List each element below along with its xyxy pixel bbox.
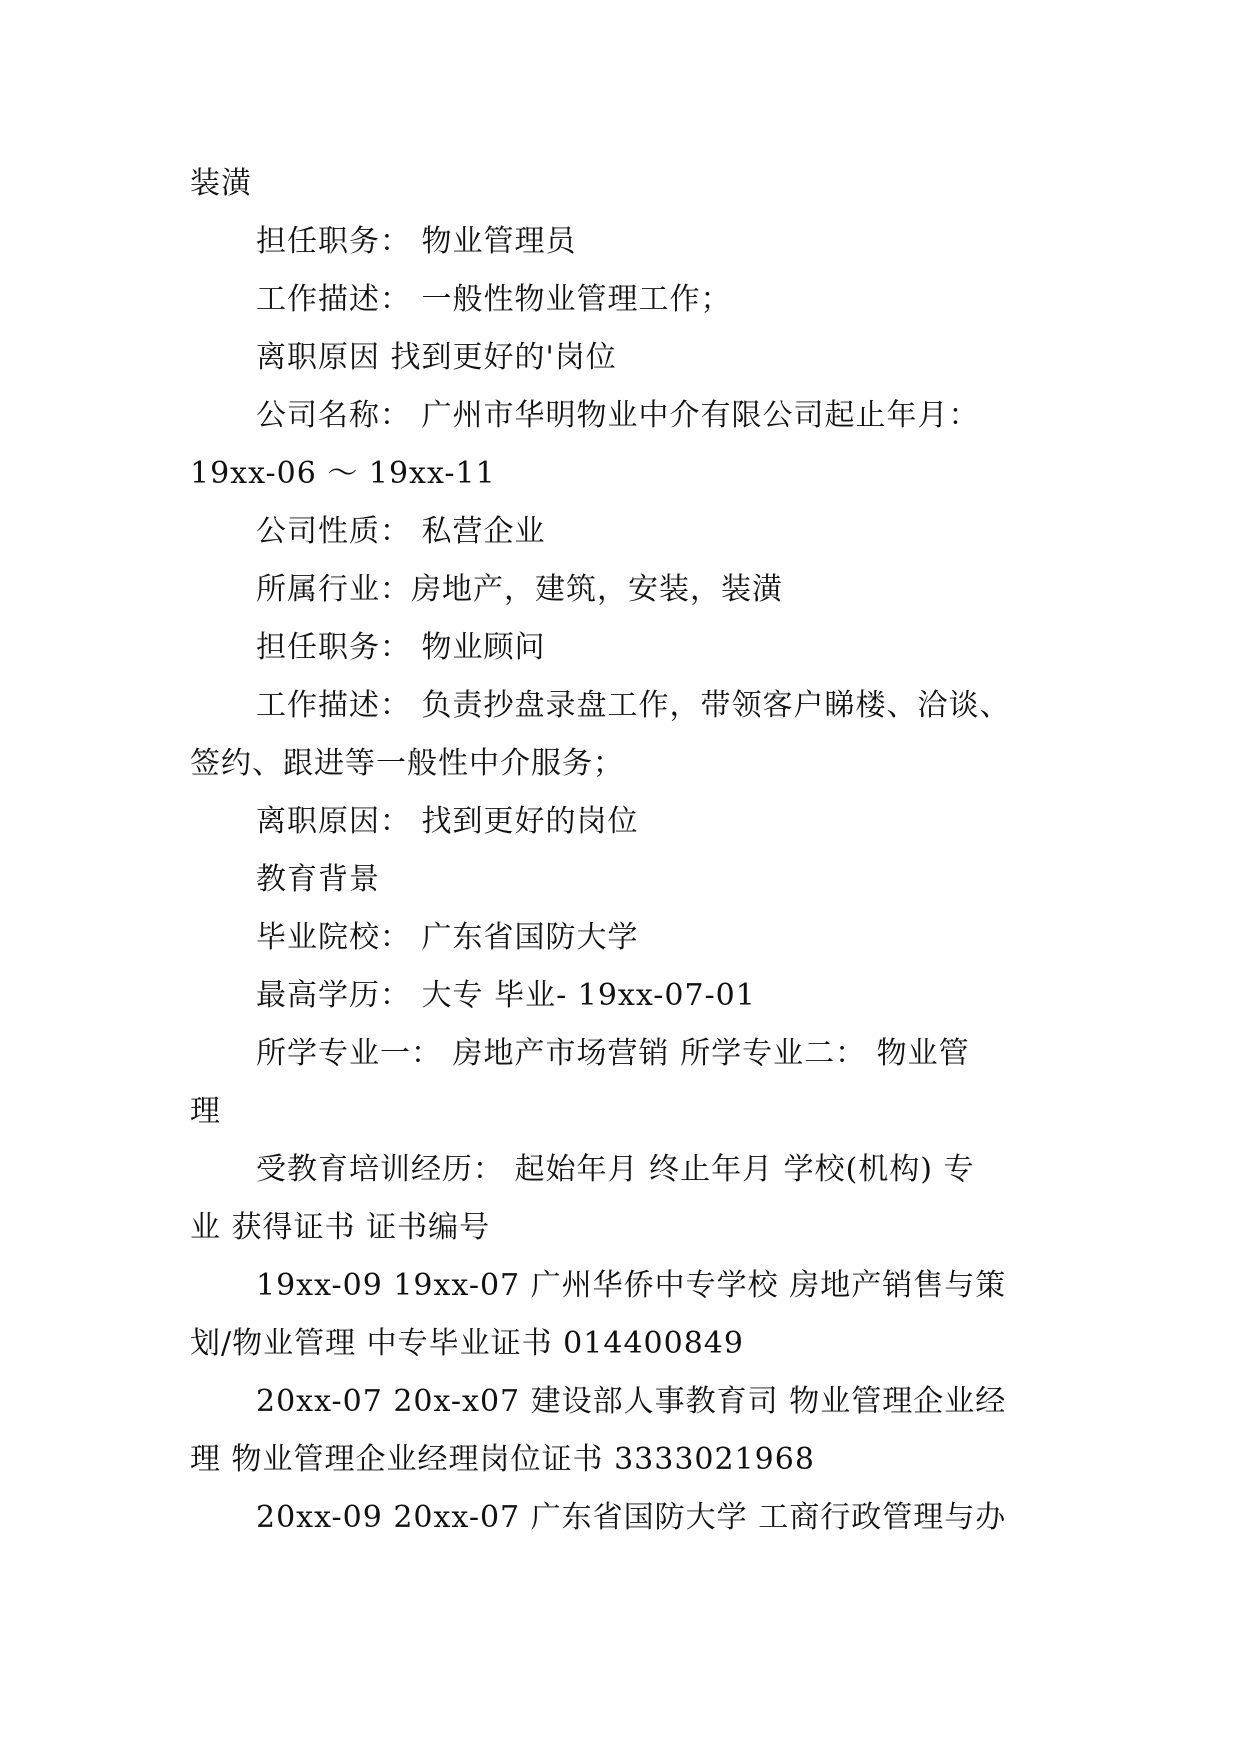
text-line: 工作描述： 一般性物业管理工作； <box>256 282 732 317</box>
text-line: 理 <box>190 1094 221 1129</box>
text-line: 19xx-09 19xx-07 广州华侨中专学校 房地产销售与策 <box>256 1268 1007 1303</box>
text-line: 装潢 <box>190 166 252 201</box>
text-line: 最高学历： 大专 毕业- 19xx-07-01 <box>256 978 756 1013</box>
text-line: 担任职务： 物业管理员 <box>256 224 577 259</box>
text-line: 工作描述： 负责抄盘录盘工作，带领客户睇楼、洽谈、 <box>256 688 1011 723</box>
text-line: 公司名称： 广州市华明物业中介有限公司起止年月： <box>256 398 980 433</box>
text-line: 毕业院校： 广东省国防大学 <box>256 920 639 955</box>
text-line: 业 获得证书 证书编号 <box>190 1210 491 1245</box>
text-line: 担任职务： 物业顾问 <box>256 630 546 665</box>
text-line: 划/物业管理 中专毕业证书 014400849 <box>190 1326 744 1361</box>
text-line: 所学专业一： 房地产市场营销 所学专业二： 物业管 <box>256 1036 970 1071</box>
text-line: 受教育培训经历： 起始年月 终止年月 学校(机构) 专 <box>256 1152 975 1187</box>
text-line: 所属行业：房地产，建筑，安装，装潢 <box>256 572 783 607</box>
section-heading: 教育背景 <box>256 862 380 897</box>
text-line: 离职原因 找到更好的'岗位 <box>256 340 617 375</box>
text-line: 20xx-09 20xx-07 广东省国防大学 工商行政管理与办 <box>256 1500 1007 1535</box>
text-line: 19xx-06 ～ 19xx-11 <box>190 456 496 491</box>
text-line: 签约、跟进等一般性中介服务； <box>190 746 624 781</box>
text-line: 20xx-07 20x-x07 建设部人事教育司 物业管理企业经 <box>256 1384 1007 1419</box>
text-line: 公司性质： 私营企业 <box>256 514 546 549</box>
text-line: 离职原因： 找到更好的岗位 <box>256 804 639 839</box>
text-line: 理 物业管理企业经理岗位证书 3333021968 <box>190 1442 815 1477</box>
